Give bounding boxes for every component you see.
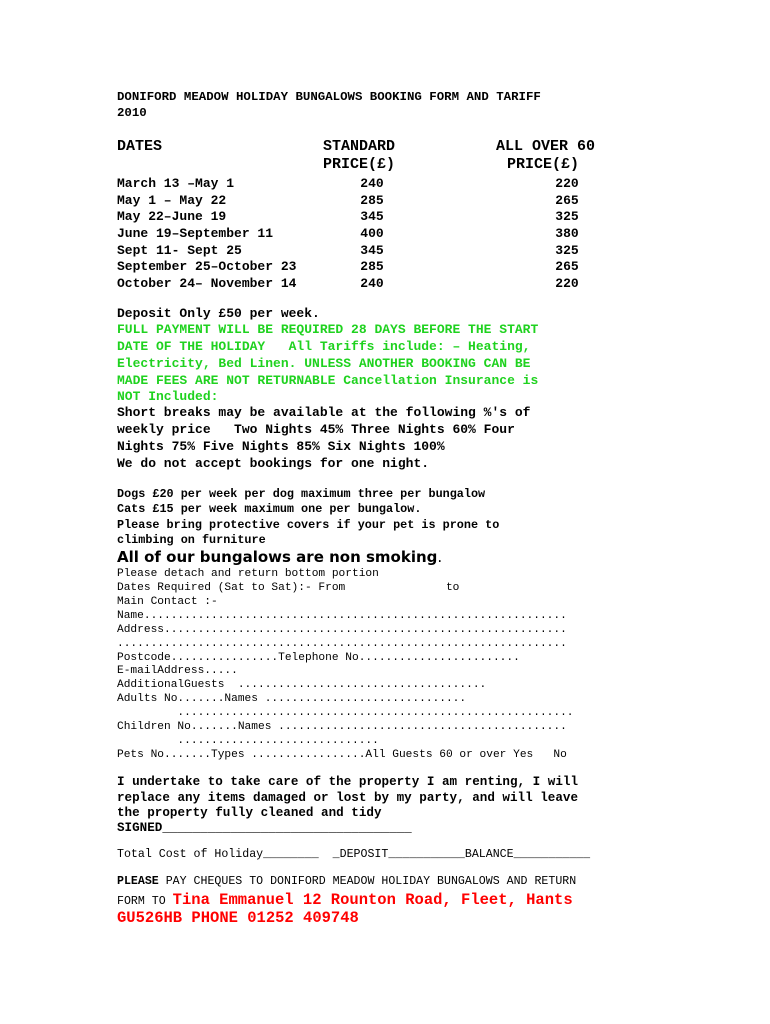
additional-guests-field[interactable]: AdditionalGuests ..................................... bbox=[117, 679, 487, 691]
standard-price: 345 bbox=[360, 242, 384, 258]
pets-policy: Cats £15 per week maximum one per bungalow. bbox=[117, 502, 422, 516]
name-field[interactable]: Name............................................................... bbox=[117, 610, 567, 622]
standard-price: 285 bbox=[360, 192, 384, 208]
standard-price-header-unit: PRICE(£) bbox=[323, 156, 396, 173]
please-label: PLEASE bbox=[117, 875, 159, 888]
children-names-field[interactable]: .............................. bbox=[117, 735, 379, 747]
pets-policy: Please bring protective covers if your pet is prone to bbox=[117, 518, 500, 532]
deposit-note: Deposit Only £50 per week. bbox=[117, 306, 320, 321]
short-breaks-note: We do not accept bookings for one night. bbox=[117, 456, 430, 471]
payment-terms: DATE OF THE HOLIDAY All Tariffs include: – Heating, bbox=[117, 339, 531, 354]
payment-instruction-text: PAY CHEQUES TO DONIFORD MEADOW HOLIDAY BUNGALOWS AND RETURN bbox=[158, 875, 577, 888]
tariff-date: Sept 11- Sept 25 bbox=[117, 242, 242, 258]
over60-price: 265 bbox=[555, 259, 579, 275]
payment-terms: NOT Included: bbox=[117, 389, 219, 404]
tariff-standard-column bbox=[346, 176, 398, 293]
document-year: 2010 bbox=[117, 106, 147, 120]
over60-price: 220 bbox=[555, 276, 579, 292]
document-title: DONIFORD MEADOW HOLIDAY BUNGALOWS BOOKING FORM AND TARIFF bbox=[117, 90, 541, 104]
tariff-date: October 24– November 14 bbox=[117, 276, 297, 292]
tariff-date: June 19–September 11 bbox=[117, 226, 274, 242]
dates-header: DATES bbox=[117, 138, 163, 155]
undertaking-text: replace any items damaged or lost by my party, and will leave bbox=[117, 791, 579, 805]
short-breaks-note: Nights 75% Five Nights 85% Six Nights 100% bbox=[117, 439, 445, 454]
address-field[interactable]: Address............................................................ bbox=[117, 624, 567, 636]
smoking-notice-text: All of our bungalows are non smoking bbox=[117, 548, 438, 566]
standard-price: 345 bbox=[360, 209, 384, 225]
over60-price-header: ALL OVER 60 bbox=[496, 138, 596, 155]
postcode-telephone-field[interactable]: Postcode................Telephone No........................ bbox=[117, 652, 520, 664]
short-breaks-note: Short breaks may be available at the following %'s of bbox=[117, 405, 531, 420]
address-field-line2[interactable]: ................................................................... bbox=[117, 638, 567, 650]
tariff-date: March 13 –May 1 bbox=[117, 176, 235, 191]
pets-policy: climbing on furniture bbox=[117, 533, 266, 547]
over60-price-header-unit: PRICE(£) bbox=[507, 156, 580, 173]
standard-price: 400 bbox=[360, 226, 384, 242]
payment-instruction bbox=[117, 874, 576, 890]
children-field[interactable]: Children No.......Names ........................................... bbox=[117, 721, 567, 733]
standard-price: 240 bbox=[360, 276, 384, 292]
return-postcode-phone: GU526HB PHONE 01252 409748 bbox=[117, 909, 359, 927]
over60-price: 325 bbox=[555, 242, 579, 258]
pets-policy: Dogs £20 per week per dog maximum three per bungalow bbox=[117, 487, 486, 501]
smoking-notice-period: . bbox=[437, 548, 443, 566]
email-field[interactable]: E-mailAddress..... bbox=[117, 665, 238, 677]
short-breaks-note: weekly price Two Nights 45% Three Nights 60% Four bbox=[117, 422, 515, 437]
standard-price: 285 bbox=[360, 259, 384, 275]
standard-price: 240 bbox=[360, 176, 384, 191]
over60-price: 220 bbox=[555, 176, 579, 191]
tariff-date: May 22–June 19 bbox=[117, 209, 227, 225]
form-to-label: FORM TO bbox=[117, 895, 173, 908]
adults-field[interactable]: Adults No.......Names .............................. bbox=[117, 693, 467, 705]
payment-terms: FULL PAYMENT WILL BE REQUIRED 28 DAYS BEFORE THE START bbox=[117, 322, 539, 337]
return-address: Tina Emmanuel 12 Rounton Road, Fleet, Hants bbox=[172, 891, 573, 909]
payment-terms: MADE FEES ARE NOT RETURNABLE Cancellation Insurance is bbox=[117, 373, 539, 388]
tariff-date: May 1 – May 22 bbox=[117, 192, 227, 208]
pets-field[interactable]: Pets No.......Types .................All Guests 60 or over Yes No bbox=[117, 749, 567, 761]
smoking-notice bbox=[117, 547, 442, 567]
undertaking-text: I undertake to take care of the property I am renting, I will bbox=[117, 775, 579, 789]
over60-price: 265 bbox=[555, 192, 579, 208]
dates-required-field[interactable]: Dates Required (Sat to Sat):- From to bbox=[117, 582, 460, 594]
tariff-date: September 25–October 23 bbox=[117, 259, 297, 275]
undertaking-text: the property fully cleaned and tidy bbox=[117, 806, 382, 820]
tariff-over60-column bbox=[541, 176, 593, 293]
payment-terms: Electricity, Bed Linen. UNLESS ANOTHER BOOKING CAN BE bbox=[117, 356, 531, 371]
over60-price: 325 bbox=[555, 209, 579, 225]
totals-field[interactable]: Total Cost of Holiday________ _DEPOSIT___________BALANCE___________ bbox=[117, 848, 591, 861]
over60-price: 380 bbox=[555, 226, 579, 242]
detach-instruction: Please detach and return bottom portion bbox=[117, 568, 379, 580]
signature-field[interactable]: SIGNED_________________________________ bbox=[117, 821, 412, 835]
main-contact-label: Main Contact :- bbox=[117, 596, 218, 608]
tariff-dates-column bbox=[117, 176, 296, 293]
adults-names-field[interactable]: ........................................................... bbox=[117, 707, 574, 719]
standard-price-header: STANDARD bbox=[323, 138, 396, 155]
